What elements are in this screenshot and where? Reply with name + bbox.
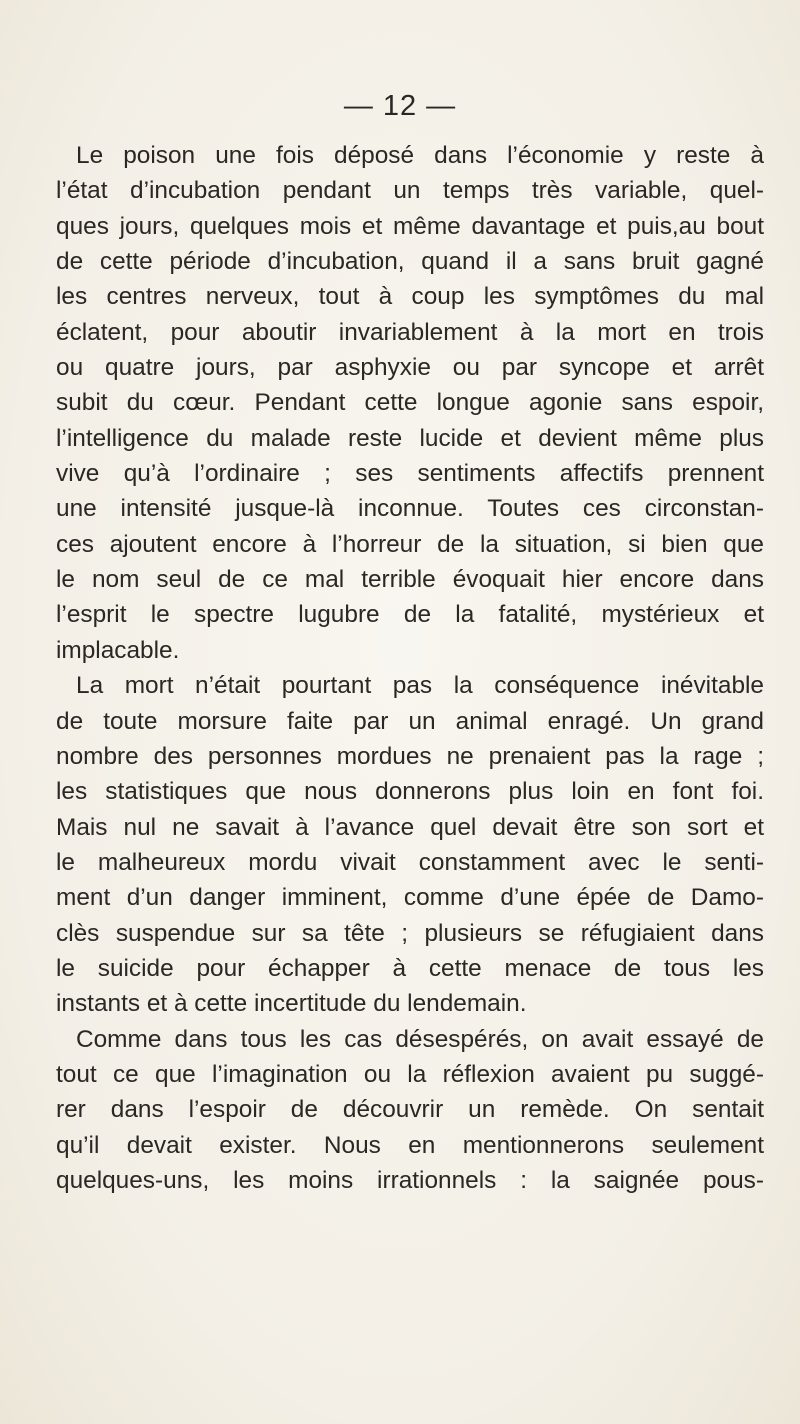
text-line: l’esprit le spectre lugubre de la fatalité, mystérieux et bbox=[56, 601, 764, 629]
text-line: La mort n’était pourtant pas la conséquence inévitable bbox=[76, 672, 764, 700]
body-text bbox=[56, 138, 764, 1198]
text-line: ques jours, quelques mois et même davantage et puis,au bout bbox=[56, 212, 764, 240]
text-line: les centres nerveux, tout à coup les symptômes du mal bbox=[56, 283, 764, 311]
text-line: nombre des personnes mordues ne prenaient pas la rage ; bbox=[56, 742, 764, 770]
text-line: ment d’un danger imminent, comme d’une épée de Damo- bbox=[56, 884, 764, 912]
paragraph-2 bbox=[56, 668, 764, 1021]
text-line: ou quatre jours, par asphyxie ou par syncope et arrêt bbox=[56, 354, 764, 382]
paragraph-3 bbox=[56, 1022, 764, 1199]
text-line: de toute morsure faite par un animal enragé. Un grand bbox=[56, 707, 764, 735]
text-line: ces ajoutent encore à l’horreur de la situation, si bien que bbox=[56, 530, 764, 558]
text-line: Comme dans tous les cas désespérés, on avait essayé de bbox=[76, 1025, 764, 1053]
text-line: les statistiques que nous donnerons plus loin en font foi. bbox=[56, 778, 764, 806]
text-line: implacable. bbox=[56, 636, 180, 664]
text-line: le suicide pour échapper à cette menace de tous les bbox=[56, 954, 764, 982]
text-line: Le poison une fois déposé dans l’économie y reste à bbox=[76, 142, 764, 169]
text-line: clès suspendue sur sa tête ; plusieurs se réfugiaient dans bbox=[56, 919, 764, 947]
paragraph-1 bbox=[56, 138, 764, 668]
text-line: rer dans l’espoir de découvrir un remède. On sentait bbox=[56, 1096, 764, 1124]
page-number: — 12 — bbox=[343, 90, 457, 122]
text-line: de cette période d’incubation, quand il a sans bruit gagné bbox=[56, 248, 764, 276]
text-line: qu’il devait exister. Nous en mentionnerons seulement bbox=[56, 1131, 764, 1159]
text-line: subit du cœur. Pendant cette longue agonie sans espoir, bbox=[56, 389, 764, 417]
text-line: Mais nul ne savait à l’avance quel devait être son sort et bbox=[56, 813, 764, 841]
text-line: tout ce que l’imagination ou la réflexion avaient pu suggé- bbox=[56, 1060, 764, 1088]
text-line: éclatent, pour aboutir invariablement à la mort en trois bbox=[56, 318, 764, 346]
text-line: le malheureux mordu vivait constamment avec le senti- bbox=[56, 848, 764, 876]
text-line: le nom seul de ce mal terrible évoquait hier encore dans bbox=[56, 566, 764, 594]
text-line: instants et à cette incertitude du lendemain. bbox=[56, 990, 527, 1018]
text-line: l’état d’incubation pendant un temps très variable, quel- bbox=[56, 177, 764, 205]
text-line: une intensité jusque-là inconnue. Toutes ces circonstan- bbox=[56, 495, 764, 523]
text-line: vive qu’à l’ordinaire ; ses sentiments affectifs prennent bbox=[56, 460, 764, 488]
text-line: l’intelligence du malade reste lucide et devient même plus bbox=[56, 424, 764, 452]
text-line: quelques-uns, les moins irrationnels : la saignée pous- bbox=[56, 1166, 764, 1194]
